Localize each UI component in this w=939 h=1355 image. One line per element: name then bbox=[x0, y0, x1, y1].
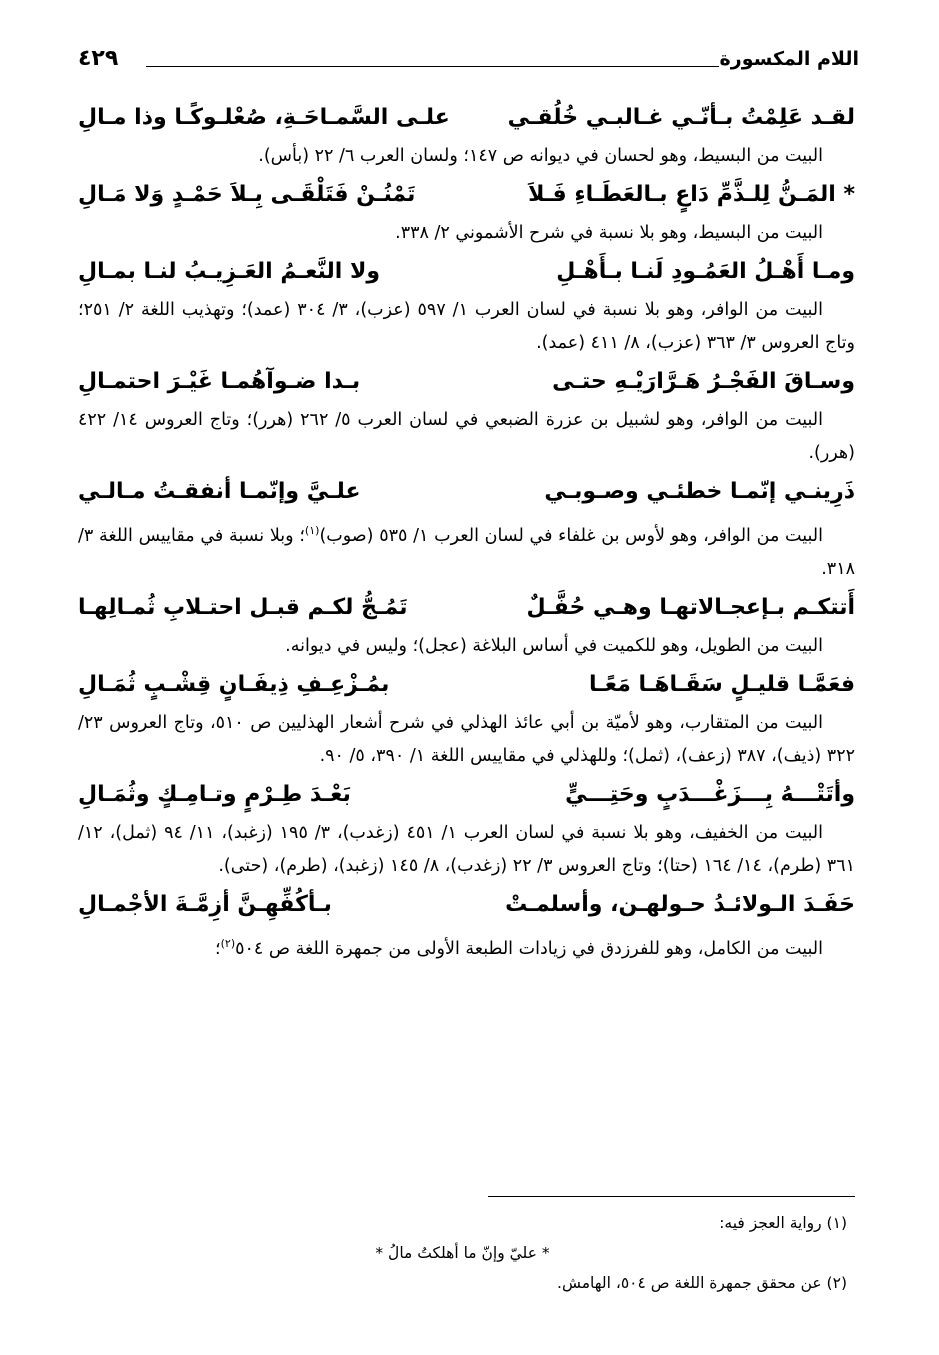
verse-source-note: البيت من المتقارب، وهو لأميّة بن أبي عائذ الهذلي في شرح أشعار الهذليين ص ٥١٠، وتاج العروس ٢٣/ ٣٢٢ (ذيف)، ٣٨٧ (زعف)، (ثمل)؛ وللهذلي في مقاييس اللغة ١/ ٣٩٠، ٥/ ٩٠. bbox=[78, 712, 855, 766]
verse-first-hemistich: * المَـنُّ لِلـذَّمِّ دَاعٍ بـالعَطَـاءِ فَـلاَ bbox=[528, 182, 855, 207]
entry bbox=[78, 773, 855, 883]
entry bbox=[78, 586, 855, 663]
entry bbox=[78, 883, 855, 966]
verse-first-hemistich: لقـد عَلِمْتُ بـأنّـي غـالبـي خُلُقـي bbox=[507, 105, 855, 130]
entry bbox=[78, 250, 855, 360]
verse-source-note: البيت من البسيط، وهو بلا نسبة في شرح الأشموني ٢/ ٣٣٨. bbox=[395, 223, 823, 243]
entry bbox=[78, 360, 855, 470]
verse-second-hemistich: تَمْنُـنْ فَتَلْقَـى بِـلاَ حَمْـدٍ وَلا مَـالِ bbox=[78, 182, 416, 207]
footnote-rule bbox=[488, 1196, 855, 1197]
verse-line bbox=[78, 96, 855, 140]
entry bbox=[78, 470, 855, 586]
verse-first-hemistich: وسـاقَ الفَجْـرُ هَـرَّارَيْـهِ حتـى bbox=[552, 369, 855, 394]
entry bbox=[78, 663, 855, 773]
verse-line bbox=[78, 360, 855, 404]
verse-first-hemistich: ذَرِينـي إنّمـا خطئـي وصـوبـي bbox=[544, 479, 855, 504]
verse-line bbox=[78, 173, 855, 217]
verse-line bbox=[78, 883, 855, 927]
footnote-1-verse: * عليّ وإنّ ما أهلكتُ مالُ * bbox=[375, 1244, 550, 1262]
verse-line bbox=[78, 773, 855, 817]
entry bbox=[78, 96, 855, 173]
verse-first-hemistich: ومـا أَهْـلُ العَمُـودِ لَنـا بـأَهْـلِ bbox=[556, 259, 855, 284]
verse-second-hemistich: ولا النَّعـمُ العَـزِيـبُ لنـا بمـالِ bbox=[78, 259, 381, 284]
verse-line bbox=[78, 470, 855, 514]
verse-source-note: البيت من الكامل، وهو للفرزدق في زيادات الطبعة الأولى من جمهرة اللغة ص ٥٠٤$^{(٢)}$؛ bbox=[215, 936, 823, 959]
verse-first-hemistich: أَتتكـم بـإعجـالاتهـا وهـي حُفَّـلٌ bbox=[526, 594, 855, 620]
verse-source-note: البيت من الطويل، وهو للكميت في أساس البلاغة (عجل)؛ وليس في ديوانه. bbox=[285, 635, 823, 656]
verse-line bbox=[78, 586, 855, 630]
verse-second-hemistich: تَمُـجُّ لكـم قبـل احتـلابِ ثُمـالِهـا bbox=[78, 594, 408, 620]
page-number: ٤٢٩ bbox=[78, 46, 119, 71]
verse-line bbox=[78, 663, 855, 707]
footnote-1: (١) رواية العجز فيه: bbox=[719, 1214, 847, 1232]
footnote-marker[interactable]: (١) bbox=[304, 524, 320, 537]
verse-second-hemistich: بمُـزْعِـفِ ذِيفَـانٍ قِشْـبٍ ثُمَـالِ bbox=[78, 671, 390, 697]
verse-source-note: البيت من الوافر، وهو بلا نسبة في لسان العرب ١/ ٥٩٧ (عزب)، ٣/ ٣٠٤ (عمد)؛ وتهذيب اللغة ٢/ ٢٥١؛ وتاج العروس ٣/ ٣٦٣ (عزب)، ٨/ ٤١١ (عمد). bbox=[78, 300, 855, 353]
running-title: اللام المكسورة bbox=[719, 48, 859, 70]
verse-second-hemistich: علـيَّ وإنّمـا أنفقـتُ مـالـي bbox=[78, 479, 361, 504]
verse-second-hemistich: بـأكُفِّهِـنَّ أزِمَّـةَ الأجْمـالِ bbox=[78, 891, 332, 917]
entry bbox=[78, 173, 855, 250]
verse-second-hemistich: بـدا ضـوآهُمـا غَيْـرَ احتمـالِ bbox=[78, 369, 361, 394]
page-header bbox=[78, 44, 859, 80]
page-body bbox=[78, 96, 855, 966]
footnote-marker[interactable]: (٢) bbox=[220, 936, 236, 950]
verse-source-note: البيت من الخفيف، وهو بلا نسبة في لسان العرب ١/ ٤٥١ (زغدب)، ٣/ ١٩٥ (زغبد)، ١١/ ٩٤ (ثمل)، ١٢/ ٣٦١ (طرم)، ١٤/ ١٦٤ (حتا)؛ وتاج العروس ٣/ ٢٢ (زغدب)، ٨/ ١٤٥ (زغبد)، (طرم)، (حتى). bbox=[78, 822, 855, 876]
footnote-2: (٢) عن محقق جمهرة اللغة ص ٥٠٤، الهامش. bbox=[557, 1274, 847, 1292]
verse-second-hemistich: علـى السَّمـاحَـةِ، صُعْلـوكًـا وذا مـالِ bbox=[78, 105, 450, 130]
verse-source-note: البيت من البسيط، وهو لحسان في ديوانه ص ١٤٧؛ ولسان العرب ٦/ ٢٢ (بأس). bbox=[258, 146, 823, 166]
header-rule bbox=[146, 66, 719, 67]
verse-first-hemistich: وأتَتْـــهُ بِـــزَغْـــدَبٍ وحَتِـــيٍّ bbox=[565, 781, 855, 807]
verse-first-hemistich: حَفَـدَ الـولائـدُ حـولهـن، وأسلمـتْ bbox=[505, 891, 855, 917]
verse-source-note: البيت من الوافر، وهو لشبيل بن عزرة الضبعي في لسان العرب ٥/ ٢٦٢ (هرر)؛ وتاج العروس ١٤/ ٤٢٢ (هرر). bbox=[78, 410, 855, 463]
verse-second-hemistich: بَعْـدَ طِـرْمٍ وتـامِـكٍ وثُمَـالِ bbox=[78, 781, 351, 807]
verse-line bbox=[78, 250, 855, 294]
verse-first-hemistich: فعَمَّـا قليـلٍ سَقَـاهَـا مَعًـا bbox=[589, 671, 855, 697]
verse-source-note: البيت من الوافر، وهو لأوس بن غلفاء في لسان العرب ١/ ٥٣٥ (صوب)$^{(١)}$؛ وبلا نسبة في مقاييس اللغة ٣/ ٣١٨. bbox=[78, 524, 855, 579]
footnotes bbox=[78, 1208, 847, 1298]
